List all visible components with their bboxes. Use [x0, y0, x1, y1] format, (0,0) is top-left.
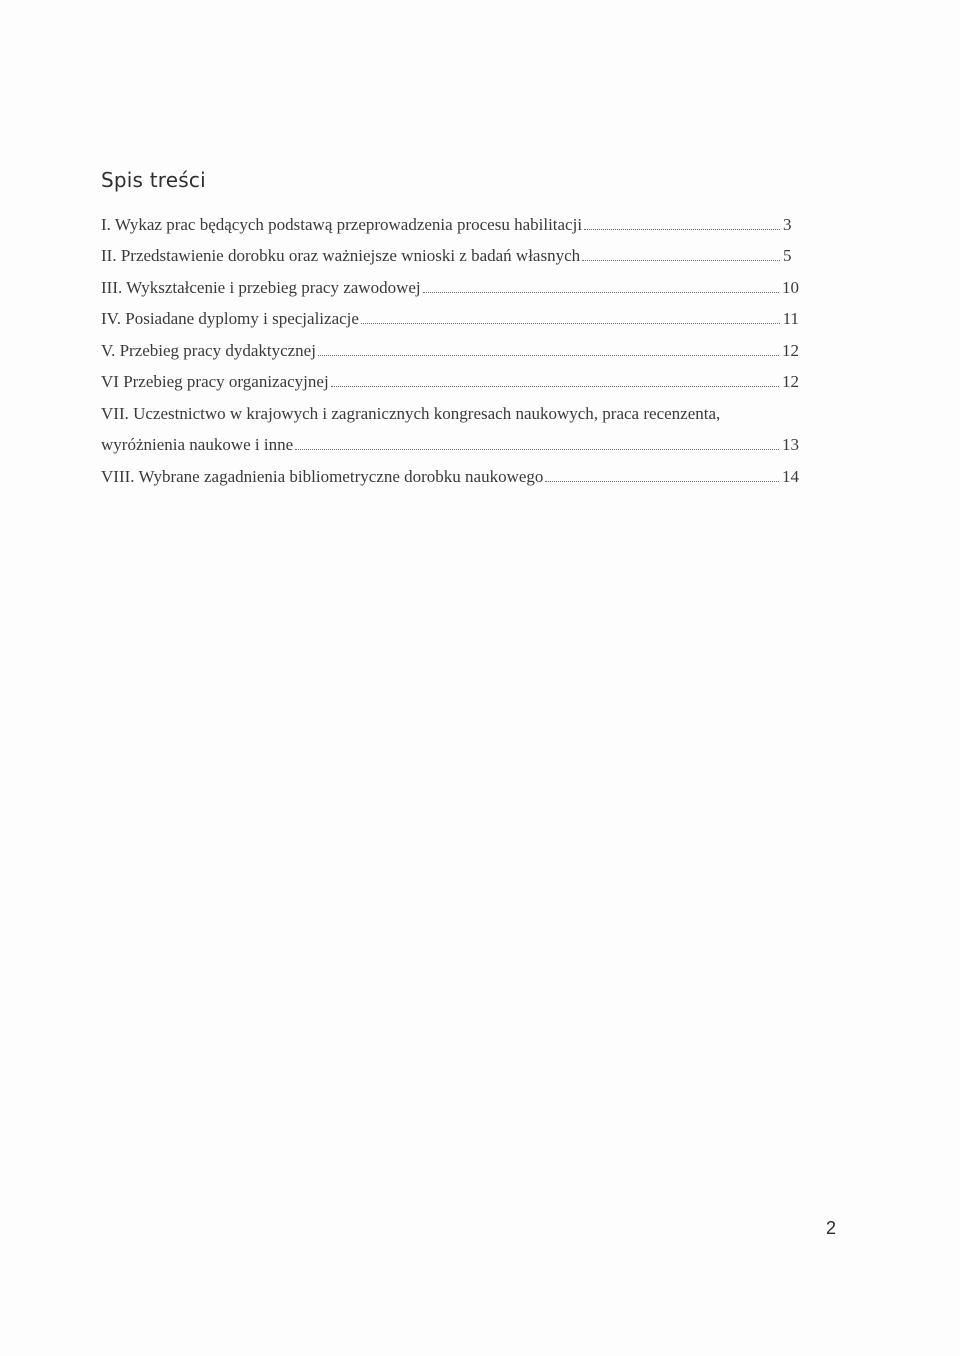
toc-entry-page: 14 — [782, 466, 799, 486]
toc-entry-label: I. Wykaz prac będących podstawą przeprowadzenia procesu habilitacji — [101, 214, 583, 234]
toc-entry[interactable] — [101, 203, 799, 235]
toc-entry-label: VII. Uczestnictwo w krajowych i zagranicznych kongresach naukowych, praca recenzenta, — [101, 403, 721, 423]
toc-entry[interactable] — [101, 235, 799, 267]
dot-leader — [295, 448, 779, 450]
toc-entry-page: 12 — [782, 372, 799, 391]
toc-title: Spis treści — [101, 168, 206, 192]
page-number: 2 — [826, 1218, 837, 1238]
toc-entry-page: 12 — [782, 340, 799, 360]
dot-leader — [545, 480, 779, 482]
dot-leader — [423, 291, 779, 293]
toc-entry-label: V. Przebieg pracy dydaktycznej — [101, 340, 316, 360]
toc-entry[interactable] — [101, 424, 799, 456]
toc-entry-label: wyróżnienia naukowe i inne — [101, 435, 294, 454]
dot-leader — [584, 228, 780, 230]
dot-leader — [318, 354, 779, 356]
toc-entry-label: VI Przebieg pracy organizacyjnej — [101, 372, 329, 391]
toc-entry-page: 5 — [783, 246, 792, 265]
toc-entry[interactable] — [101, 266, 799, 298]
toc-entry-label: VIII. Wybrane zagadnienia bibliometryczne dorobku naukowego — [101, 466, 544, 486]
dot-leader — [582, 259, 780, 261]
toc-entry[interactable] — [101, 329, 799, 361]
toc-entry[interactable] — [101, 392, 799, 424]
toc-entry[interactable] — [101, 361, 799, 393]
toc-entry-page: 10 — [782, 277, 799, 297]
toc-entry[interactable] — [101, 455, 799, 487]
dot-leader — [361, 322, 780, 324]
toc-entry-page: 13 — [782, 435, 799, 454]
toc-entry-label: III. Wykształcenie i przebieg pracy zawodowej — [101, 277, 421, 297]
toc-entry-page: 11 — [782, 309, 799, 328]
dot-leader — [331, 385, 779, 387]
table-of-contents — [101, 203, 799, 487]
toc-entry[interactable] — [101, 298, 799, 330]
toc-entry-label: IV. Posiadane dyplomy i specjalizacje — [101, 309, 359, 328]
toc-entry-page: 3 — [783, 214, 792, 234]
toc-entry-label: II. Przedstawienie dorobku oraz ważniejsze wnioski z badań własnych — [101, 246, 581, 265]
